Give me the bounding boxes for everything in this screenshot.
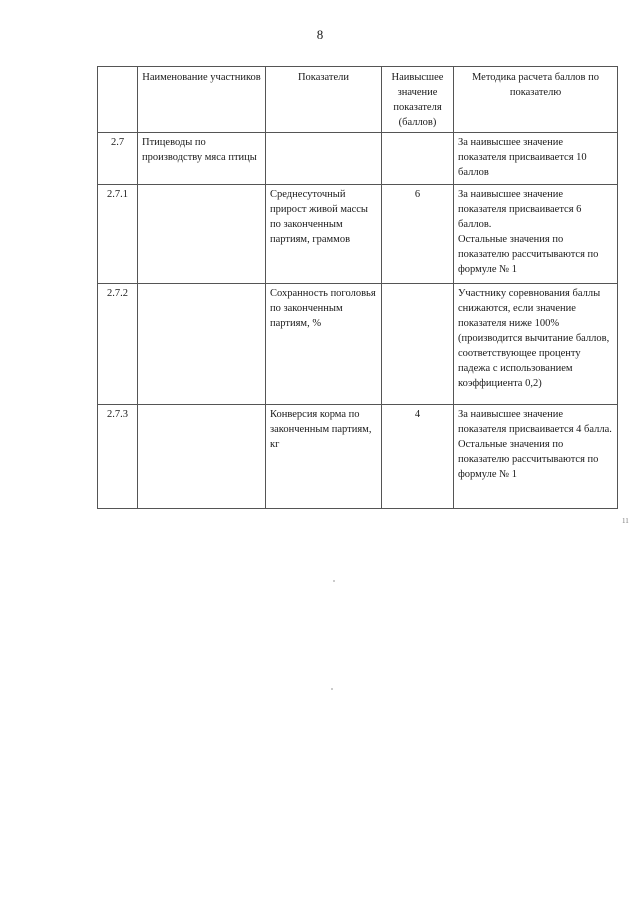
row-max-value: 4 (382, 405, 454, 509)
margin-mark: 11 (622, 517, 629, 525)
header-participants: Наименование участников (138, 67, 266, 133)
table-row (98, 185, 618, 284)
page-number: 8 (316, 27, 324, 42)
scan-speck (333, 580, 335, 582)
table-row (98, 284, 618, 405)
row-participants (138, 185, 266, 284)
header-number (98, 67, 138, 133)
row-indicator (266, 133, 382, 185)
row-method-extra: Остальные значения по показателю рассчитываются по формуле № 1 (458, 439, 599, 480)
row-method-text: За наивысшее значение показателя присваивается 4 балла. (458, 409, 612, 435)
table-row (98, 133, 618, 185)
row-indicator: Конверсия корма по законченным партиям, кг (266, 405, 382, 509)
row-method: Участнику соревнования баллы снижаются, если значение показателя ниже 100% (производится вычитание баллов, соответствующее проценту падежа с использованием коэффициента 0,2) (454, 284, 618, 405)
row-indicator: Сохранность поголовья по законченным партиям, % (266, 284, 382, 405)
row-method-extra: Остальные значения по показателю рассчитываются по формуле № 1 (458, 234, 599, 275)
header-indicators: Показатели (266, 67, 382, 133)
scan-speck (331, 688, 333, 690)
criteria-table (97, 66, 618, 509)
row-number: 2.7 (98, 133, 138, 185)
row-participants (138, 284, 266, 405)
row-method: За наивысшее значение показателя присваивается 10 баллов (454, 133, 618, 185)
row-max-value (382, 133, 454, 185)
table-row (98, 405, 618, 509)
row-max-value: 6 (382, 185, 454, 284)
table-header-row (98, 67, 618, 133)
row-method (454, 185, 618, 284)
row-number: 2.7.3 (98, 405, 138, 509)
row-max-value (382, 284, 454, 405)
row-participants (138, 405, 266, 509)
header-max-value: Наивысшее значение показателя (баллов) (382, 67, 454, 133)
row-indicator: Среднесуточный прирост живой массы по законченным партиям, граммов (266, 185, 382, 284)
row-method-text: За наивысшее значение показателя присваивается 6 баллов. (458, 189, 582, 230)
row-number: 2.7.2 (98, 284, 138, 405)
row-number: 2.7.1 (98, 185, 138, 284)
row-participants: Птицеводы по производству мяса птицы (138, 133, 266, 185)
row-method (454, 405, 618, 509)
header-method: Методика расчета баллов по показателю (454, 67, 618, 133)
